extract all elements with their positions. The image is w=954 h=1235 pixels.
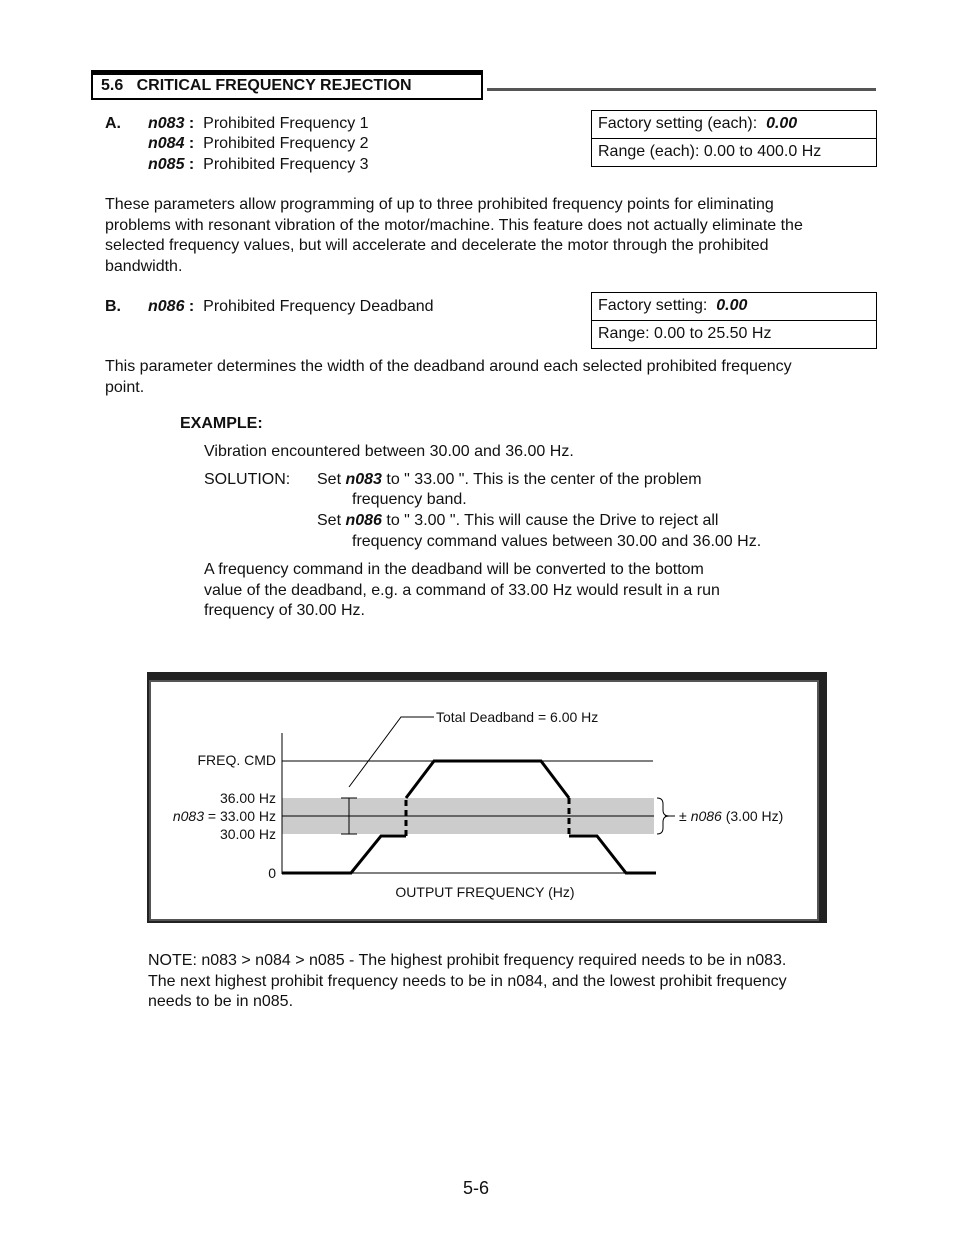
page-number: 5-6 — [463, 1178, 490, 1198]
deadband-diagram — [151, 682, 817, 919]
factory-setting-row: Factory setting (each): 0.00 — [598, 115, 798, 132]
note-paragraph: NOTE: n083 > n084 > n085 - The highest prohibit frequency required needs to be in n083. The next highest prohibit frequency needs to be in n084, and the lowest prohibit frequency needs to be in n085. — [148, 952, 787, 1010]
example-vibration: Vibration encountered between 30.00 and 36.00 Hz. — [204, 443, 574, 460]
factory-setting-row: Factory setting: 0.00 — [598, 297, 748, 314]
part-b-settings-box — [591, 292, 877, 349]
total-deadband-label: Total Deadband = 6.00 Hz — [436, 709, 599, 725]
solution-step-1-cont: frequency band. — [352, 491, 467, 508]
factory-value: 0.00 — [766, 115, 798, 132]
range-row: Range: 0.00 to 25.50 Hz — [592, 320, 876, 348]
param-label: Prohibited Frequency 3 — [203, 156, 369, 173]
param-code: n084 — [148, 135, 185, 152]
part-a-letter: A. — [105, 115, 121, 132]
param-code: n086 — [148, 298, 185, 315]
hz-36-label: 36.00 Hz — [219, 790, 276, 806]
deadband-value-label: ± n086 (3.00 Hz) — [679, 808, 784, 824]
part-b-description: This parameter determines the width of the deadband around each selected prohibited frequency point. — [105, 358, 792, 396]
solution-label: SOLUTION: — [204, 471, 291, 488]
part-a-settings-box — [591, 110, 877, 167]
freq-cmd-label: FREQ. CMD — [197, 752, 276, 768]
hz-30-label: 30.00 Hz — [219, 826, 276, 842]
section-number: 5.6 — [101, 77, 124, 94]
section-rule — [487, 88, 876, 91]
factory-value: 0.00 — [716, 297, 748, 314]
output-trace-fall — [569, 836, 656, 873]
example-heading: EXAMPLE: — [180, 415, 263, 432]
param-n085-row: n085 : Prohibited Frequency 3 — [148, 156, 369, 173]
solution-step-2: Set n086 to " 3.00 ". This will cause the Drive to reject all — [317, 512, 719, 529]
section-title: CRITICAL FREQUENCY REJECTION — [136, 77, 412, 94]
param-n086-row: n086 : Prohibited Frequency Deadband — [148, 298, 434, 315]
solution-step-1: Set n083 to " 33.00 ". This is the center of the problem — [317, 471, 702, 488]
n083-label: n083 = 33.00 Hz — [172, 808, 276, 824]
range-row: Range (each): 0.00 to 400.0 Hz — [592, 138, 876, 166]
output-trace-rise — [282, 836, 406, 873]
param-label: Prohibited Frequency 2 — [203, 135, 369, 152]
output-trace-top — [406, 761, 569, 798]
param-n084-row: n084 : Prohibited Frequency 2 — [148, 135, 369, 152]
zero-label: 0 — [268, 865, 276, 881]
part-a-description: These parameters allow programming of up to three prohibited frequency points for eliminating problems with resonant vibration of the motor/machine. This feature does not actually eliminate the selected frequency values, but will accelerate and decelerate the motor through the prohibited bandwidth. — [105, 196, 803, 275]
deadband-figure — [149, 680, 819, 921]
part-b-letter: B. — [105, 298, 121, 315]
param-label: Prohibited Frequency Deadband — [203, 298, 434, 315]
deadband-figure-frame — [147, 672, 827, 923]
param-code: n083 — [148, 115, 185, 132]
param-n083-row: n083 : Prohibited Frequency 1 — [148, 115, 369, 132]
solution-step-2-cont: frequency command values between 30.00 and 36.00 Hz. — [352, 533, 762, 550]
example-note: A frequency command in the deadband will be converted to the bottom value of the deadband, e.g. a command of 33.00 Hz would result in a run frequency of 30.00 Hz. — [204, 561, 720, 619]
param-code: n085 — [148, 156, 185, 173]
x-axis-label: OUTPUT FREQUENCY (Hz) — [395, 884, 575, 900]
section-header — [91, 70, 483, 100]
param-label: Prohibited Frequency 1 — [203, 115, 369, 132]
